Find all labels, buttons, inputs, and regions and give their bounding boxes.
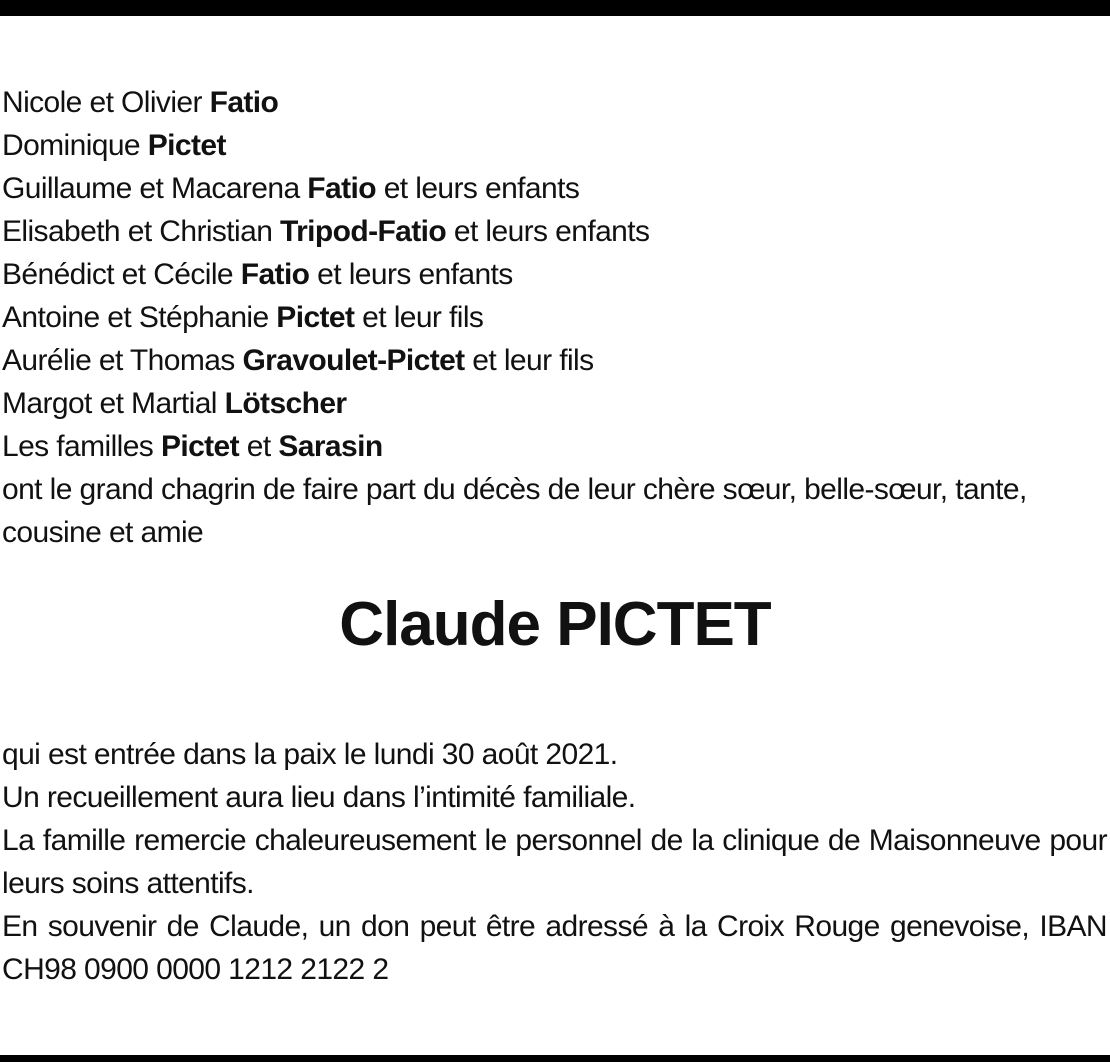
family-first-names: Bénédict et Cécile — [2, 258, 241, 291]
family-surname: Pictet — [147, 129, 226, 162]
family-suffix: et leurs enfants — [375, 172, 580, 205]
family-line — [2, 124, 1107, 167]
family-conjunction: et — [239, 430, 279, 463]
family-surname: Pictet — [160, 430, 240, 463]
family-surname: Fatio — [307, 172, 376, 205]
family-first-names: Nicole et Olivier — [2, 86, 210, 119]
top-rule — [0, 0, 1110, 16]
closing-thanks-line: La famille remercie chaleureusement le personnel de la clinique de Maisonneuve pour leurs soins attentifs. — [2, 824, 1107, 900]
bottom-rule — [0, 1055, 1110, 1062]
family-prefix: Les familles — [2, 430, 161, 463]
family-first-names: Elisabeth et Christian — [2, 215, 281, 248]
family-line — [2, 382, 1107, 425]
family-surname: Pictet — [276, 301, 355, 334]
family-line — [2, 253, 1107, 296]
family-first-names: Dominique — [2, 129, 148, 162]
deceased-name: Claude PICTET — [339, 590, 771, 659]
closing-gathering-line: Un recueillement aura lieu dans l’intimité familiale. — [2, 781, 636, 814]
family-surname: Gravoulet-Pictet — [242, 344, 465, 377]
family-line — [2, 296, 1107, 339]
family-surname: Tripod-Fatio — [280, 215, 447, 248]
family-line-last — [2, 425, 1107, 468]
family-first-names: Margot et Martial — [2, 387, 225, 420]
family-line — [2, 167, 1107, 210]
family-suffix: et leurs enfants — [309, 258, 513, 291]
family-suffix: et leurs enfants — [446, 215, 650, 248]
family-surname: Fatio — [240, 258, 310, 291]
family-list — [2, 81, 1107, 468]
closing-donation-line: En souvenir de Claude, un don peut être adressé à la Croix Rouge genevoise, IBAN CH98 0900 0000 1212 2122 2 — [2, 910, 1107, 986]
family-suffix: et leur fils — [354, 301, 484, 334]
announcement-text: ont le grand chagrin de faire part du décès de leur chère sœur, belle-sœur, tante, cousine et amie — [2, 473, 1027, 549]
family-line — [2, 81, 1107, 124]
family-surname: Sarasin — [278, 430, 383, 463]
family-surname: Lötscher — [224, 387, 347, 420]
closing-section — [2, 733, 1107, 991]
closing-date-line: qui est entrée dans la paix le lundi 30 août 2021. — [2, 738, 618, 771]
family-suffix: et leur fils — [464, 344, 594, 377]
family-first-names: Antoine et Stéphanie — [2, 301, 277, 334]
family-surname: Fatio — [209, 86, 279, 119]
family-line — [2, 210, 1107, 253]
family-line — [2, 339, 1107, 382]
family-first-names: Aurélie et Thomas — [2, 344, 243, 377]
family-first-names: Guillaume et Macarena — [2, 172, 308, 205]
